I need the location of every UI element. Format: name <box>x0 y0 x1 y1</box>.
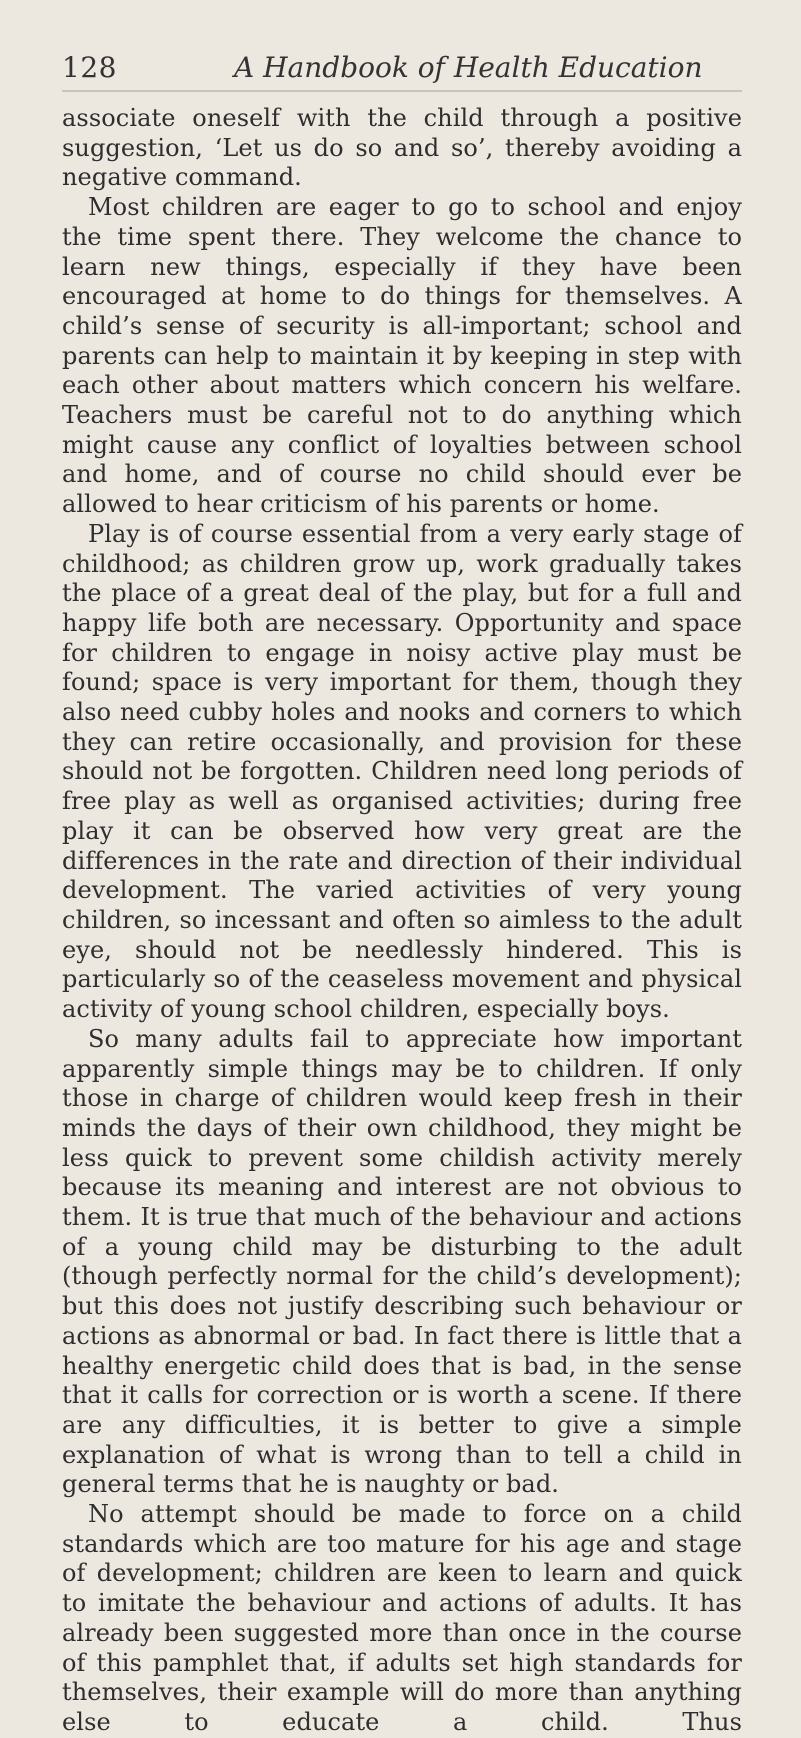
paragraph-play: Play is of course essential from a very early stage of childhood; as children grow up, work gradually takes the place of a great deal of the play, but for a full and happy life both are necessary. Opportunity and space for children to engage in noisy active play must be found; space is very important for them, though they also need cubby holes and nooks and corners to which they can retire occasionally, and provision for these should not be forgotten. Children need long periods of free play as well as organised activities; during free play it can be observed how very great are the differences in the rate and direction of their individual development. The varied activities of very young children, so incessant and often so aimless to the adult eye, should not be needlessly hindered. This is particularly so of the ceaseless movement and physical activity of young school children, especially boys. <box>62 519 742 1024</box>
running-title: A Handbook of Health Education <box>234 51 703 84</box>
body-text <box>62 104 742 1738</box>
header-rule <box>62 90 742 92</box>
paragraph-school: Most children are eager to go to school and enjoy the time spent there. They welcome the chance to learn new things, especially if they have been encouraged at home to do things for themselves. A child’s sense of security is all-important; school and parents can help to maintain it by keeping in step with each other about matters which concern his welfare. Teachers must be careful not to do anything which might cause any conflict of loyalties between school and home, and of course no child should ever be allowed to hear criticism of his parents or home. <box>62 193 742 519</box>
page-header <box>62 50 752 90</box>
page-number: 128 <box>62 51 117 84</box>
paragraph-continued: associate oneself with the child through a positive suggestion, ‘Let us do so and so’, thereby avoiding a negative command. <box>62 104 742 192</box>
paragraph-adults: So many adults fail to appreciate how important apparently simple things may be to children. If only those in charge of children would keep fresh in their minds the days of their own childhood, they might be less quick to prevent some childish activity merely because its meaning and interest are not obvious to them. It is true that much of the behaviour and actions of a young child may be disturbing to the adult (though perfectly normal for the child’s development); but this does not justify describing such behaviour or actions as abnormal or bad. In fact there is little that a healthy energetic child does that is bad, in the sense that it calls for correction or is worth a scene. If there are any difficulties, it is better to give a simple explanation of what is wrong than to tell a child in general terms that he is naughty or bad. <box>62 1024 742 1499</box>
paragraph-standards: No attempt should be made to force on a child standards which are too mature for his age and stage of development; children are keen to learn and quick to imitate the behaviour and actions of adults. It has already been suggested more than once in the course of this pamphlet that, if adults set high standards for themselves, their example will do more than anything else to educate a child. Thus <box>62 1500 742 1736</box>
